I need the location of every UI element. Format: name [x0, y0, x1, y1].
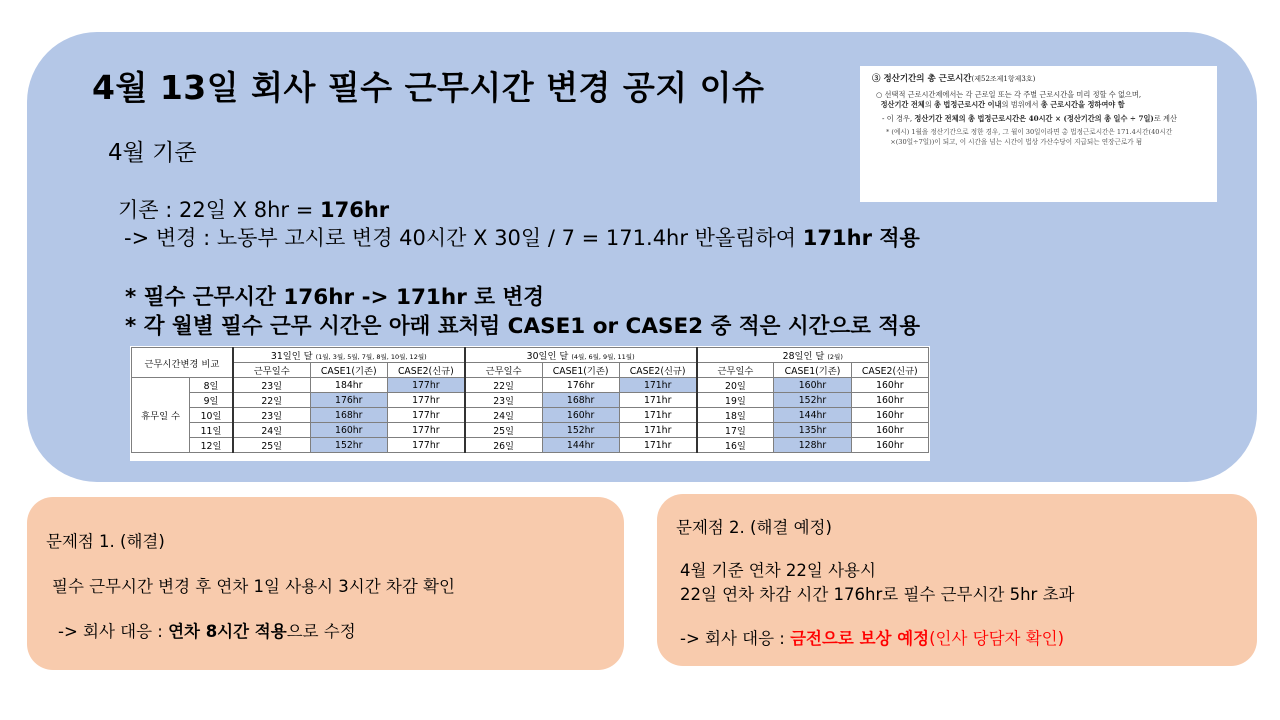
table-cell: 152hr: [310, 438, 387, 453]
table-cell: 135hr: [774, 423, 851, 438]
table-cell: 26일: [465, 438, 542, 453]
issue-2-title: 문제점 2. (해결 예정): [676, 518, 832, 537]
table-cell: 24일: [233, 423, 310, 438]
off-days-cell: 10일: [190, 408, 233, 423]
row-group-label: 휴무일 수: [132, 378, 190, 453]
table-cell: 17일: [697, 423, 774, 438]
off-days-cell: 11일: [190, 423, 233, 438]
basis-label: 4월 기준: [108, 140, 197, 166]
table-cell: 128hr: [774, 438, 851, 453]
group-28: 28일인 달 (2월): [697, 348, 929, 363]
subheader-days: 근무일수: [233, 363, 310, 378]
table-cell: 168hr: [542, 393, 619, 408]
issue-1-title: 문제점 1. (해결): [46, 532, 165, 551]
table-cell: 24일: [465, 408, 542, 423]
table-row: [132, 408, 929, 423]
table-cell: 177hr: [387, 393, 464, 408]
table-cell: 177hr: [387, 408, 464, 423]
subheader-days: 근무일수: [697, 363, 774, 378]
table-cell: 25일: [465, 423, 542, 438]
table-cell: 176hr: [542, 378, 619, 393]
table-cell: 160hr: [310, 423, 387, 438]
subheader-case1: CASE1(기존): [542, 363, 619, 378]
table-cell: 177hr: [387, 423, 464, 438]
comparison-table: [131, 347, 929, 453]
excerpt-para-1: ○ 선택적 근로시간제에서는 각 근로일 또는 각 주별 근로시간을 미리 정할 수 없으며, 정산기간 전체의 총 법정근로시간 이내의 범위에서 총 근로시간을 정하여야 함: [876, 90, 1142, 109]
table-cell: 171hr: [619, 378, 696, 393]
table-group-header: [132, 348, 929, 363]
table-cell: 20일: [697, 378, 774, 393]
subheader-case2: CASE2(신규): [851, 363, 928, 378]
table-cell: 23일: [465, 393, 542, 408]
table-cell: 176hr: [310, 393, 387, 408]
table-cell: 160hr: [851, 423, 928, 438]
table-cell: 160hr: [851, 438, 928, 453]
issue-1-body: 필수 근무시간 변경 후 연차 1일 사용시 3시간 차감 확인: [52, 577, 455, 596]
table-cell: 152hr: [774, 393, 851, 408]
off-days-cell: 12일: [190, 438, 233, 453]
note-1: * 필수 근무시간 176hr -> 171hr 로 변경: [125, 285, 545, 310]
issue-2-response: -> 회사 대응 : 금전으로 보상 예정(인사 당담자 확인): [680, 629, 1065, 648]
table-cell: 22일: [233, 393, 310, 408]
table-cell: 171hr: [619, 393, 696, 408]
table-cell: 144hr: [542, 438, 619, 453]
table-row: [132, 423, 929, 438]
regulation-excerpt: [860, 66, 1217, 202]
group-31: 31일인 달 (1월, 3월, 5월, 7월, 8월, 10월, 12월): [233, 348, 465, 363]
table-row: [132, 393, 929, 408]
table-cell: 25일: [233, 438, 310, 453]
subheader-case2: CASE2(신규): [387, 363, 464, 378]
table-cell: 144hr: [774, 408, 851, 423]
table-cell: 171hr: [619, 408, 696, 423]
calc-line-old: 기존 : 22일 X 8hr = 176hr: [118, 198, 390, 222]
issue-2-body-1: 4월 기준 연차 22일 사용시: [680, 561, 876, 580]
subheader-case1: CASE1(기존): [310, 363, 387, 378]
table-cell: 184hr: [310, 378, 387, 393]
issue-1-response: -> 회사 대응 : 연차 8시간 적용으로 수정: [58, 622, 356, 641]
table-cell: 16일: [697, 438, 774, 453]
table-sub-header: [132, 363, 929, 378]
table-cell: 19일: [697, 393, 774, 408]
group-30: 30일인 달 (4월, 6월, 9월, 11월): [465, 348, 697, 363]
excerpt-note: * (예시) 1월을 정산기간으로 정한 경우, 그 월이 30일이라면 총 법정근로시간은 171.4시간(40시간 ×(30일÷7일))이 되고, 이 시간을 넘는 시간이 법상 가산수당이 지급되는 연장근로가 됨: [886, 128, 1173, 146]
subheader-days: 근무일수: [465, 363, 542, 378]
table-cell: 160hr: [851, 393, 928, 408]
table-cell: 160hr: [774, 378, 851, 393]
subheader-case2: CASE2(신규): [619, 363, 696, 378]
table-cell: 171hr: [619, 423, 696, 438]
table-cell: 23일: [233, 408, 310, 423]
table-cell: 177hr: [387, 438, 464, 453]
table-cell: 160hr: [542, 408, 619, 423]
note-2: * 각 월별 필수 근무 시간은 아래 표처럼 CASE1 or CASE2 중 적은 시간으로 적용: [125, 314, 920, 339]
table-cell: 152hr: [542, 423, 619, 438]
table-row: [132, 378, 929, 393]
page-title: 4월 13일 회사 필수 근무시간 변경 공지 이슈: [92, 68, 765, 107]
table-cell: 160hr: [851, 378, 928, 393]
calc-line-new: -> 변경 : 노동부 고시로 변경 40시간 X 30일 / 7 = 171.4hr 반올림하여 171hr 적용: [124, 226, 920, 250]
comparison-table-wrap: [130, 346, 930, 461]
off-days-cell: 8일: [190, 378, 233, 393]
table-cell: 171hr: [619, 438, 696, 453]
issue-2-body-2: 22일 연차 차감 시간 176hr로 필수 근무시간 5hr 초과: [680, 585, 1075, 604]
table-corner: 근무시간변경 비교: [132, 348, 233, 378]
excerpt-para-2: - 이 경우, 정산기간 전체의 총 법정근로시간은 40시간 × (정산기간의 총 일수 ÷ 7일)로 계산: [882, 114, 1177, 123]
table-cell: 177hr: [387, 378, 464, 393]
table-cell: 22일: [465, 378, 542, 393]
table-cell: 18일: [697, 408, 774, 423]
off-days-cell: 9일: [190, 393, 233, 408]
table-row: [132, 438, 929, 453]
excerpt-heading: ③ 정산기간의 총 근로시간(제52조제1항제3호): [872, 74, 1036, 84]
table-cell: 23일: [233, 378, 310, 393]
table-cell: 168hr: [310, 408, 387, 423]
subheader-case1: CASE1(기존): [774, 363, 851, 378]
table-cell: 160hr: [851, 408, 928, 423]
